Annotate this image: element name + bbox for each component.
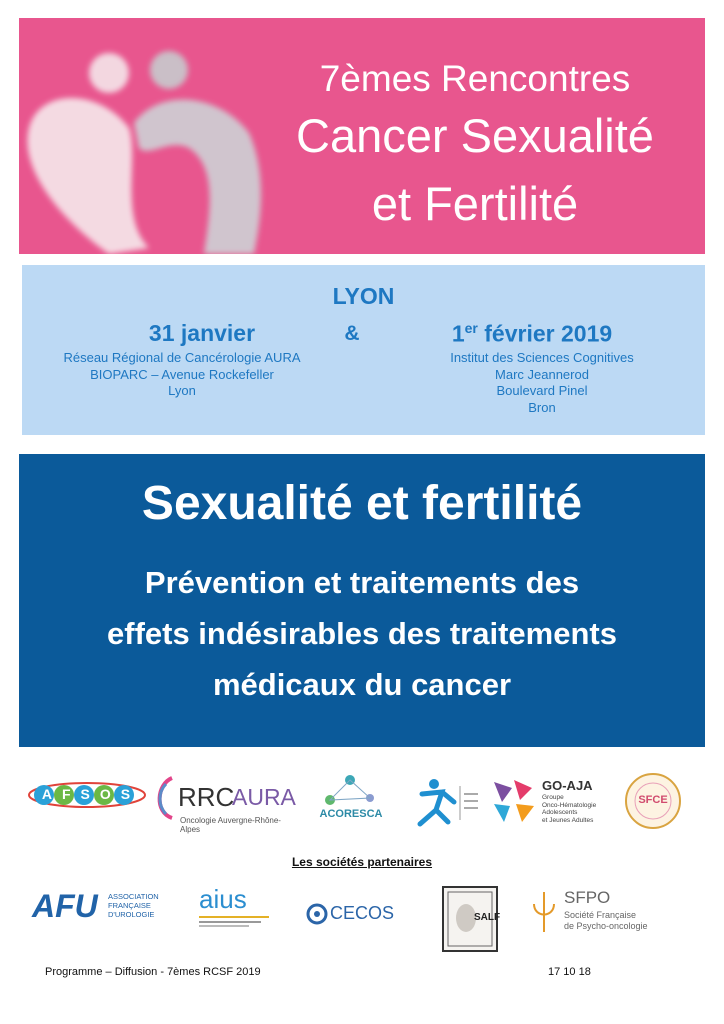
venue-2 [392,350,692,416]
go-aja-sub-line: Groupe [542,794,564,801]
afu-sub-line: D'UROLOGIE [108,910,155,919]
acoresca-logo [305,772,397,828]
rrc-text: RRC [178,782,235,812]
aius-text: aius [199,884,247,914]
venue-1-line: BIOPARC – Avenue Rockefeller [90,366,274,382]
salf-text: SALF [474,912,501,923]
afu-subtitle [108,892,159,919]
banner-line-1: 7èmes Rencontres [319,58,631,99]
footer-program-label: Programme – Diffusion - 7èmes RCSF 2019 [45,966,261,978]
sfpo-logo [530,888,650,938]
banner-line-3: et Fertilité [371,177,579,230]
sfpo-text: SFPO [564,888,611,907]
topic-subtitle [39,557,685,710]
venue-1 [32,350,332,400]
afsos-logo [28,780,146,810]
aius-logo [195,884,275,932]
venue-2-line: Institut des Sciences Cognitives [450,350,634,365]
afu-logo [32,888,157,928]
sfpo-sub-line: de Psycho-oncologie [564,921,648,931]
event-city: LYON [332,283,395,309]
salf-logo [442,886,501,952]
topic-subtitle-line: effets indésirables des traitements [107,616,617,651]
partners-heading: Les sociétés partenaires [291,855,433,869]
event-date-1: 31 janvier [148,320,256,346]
go-aja-sub-line: Onco-Hématologie [542,801,597,809]
topic-title: Sexualité et fertilité [141,477,583,530]
date-ampersand: & [344,322,360,345]
afu-sub-line: FRANÇAISE [108,901,151,910]
afu-sub-line: ASSOCIATION [108,892,159,901]
topic-subtitle-line: médicaux du cancer [212,667,512,702]
venue-2-line: Marc Jeannerod [495,366,589,382]
go-aja-text: GO-AJA [542,778,593,793]
acoresca-text: ACORESCA [319,808,383,820]
footer-date: 17 10 18 [548,966,591,978]
cecos-logo [306,898,406,930]
venue-2-line: Boulevard Pinel [496,383,588,398]
sfce-logo [624,772,682,830]
go-aja-sub-line: Adolescents [542,809,578,816]
event-info-box [22,265,705,435]
sfpo-subtitle [564,910,648,932]
go-aja-sub-line: et Jeunes Adultes [542,816,594,824]
cecos-text: CECOS [330,903,395,923]
afu-text: AFU [32,888,98,924]
go-aja-subtitle [542,794,596,824]
topic-box [19,454,705,747]
sfce-text: SFCE [638,794,668,806]
event-banner [19,18,705,254]
runner-logo [412,776,482,832]
go-aja-logo [490,776,605,828]
venue-1-line: Lyon [168,383,196,398]
rrc-aura-logo [152,774,296,834]
aura-text: AURA [232,784,296,810]
venue-1-line: Réseau Régional de Cancérologie AURA [63,350,301,365]
event-date-2: 1er février 2019 [451,320,613,347]
venue-2-line: Bron [528,399,556,415]
topic-subtitle-line: Prévention et traitements des [144,565,580,600]
afsos-text: AFSOS [41,786,141,802]
sfpo-sub-line: Société Française [564,910,637,920]
banner-line-2: Cancer Sexualité [296,109,654,162]
rrc-subtitle: Oncologie Auvergne-Rhône-Alpes [180,816,281,834]
